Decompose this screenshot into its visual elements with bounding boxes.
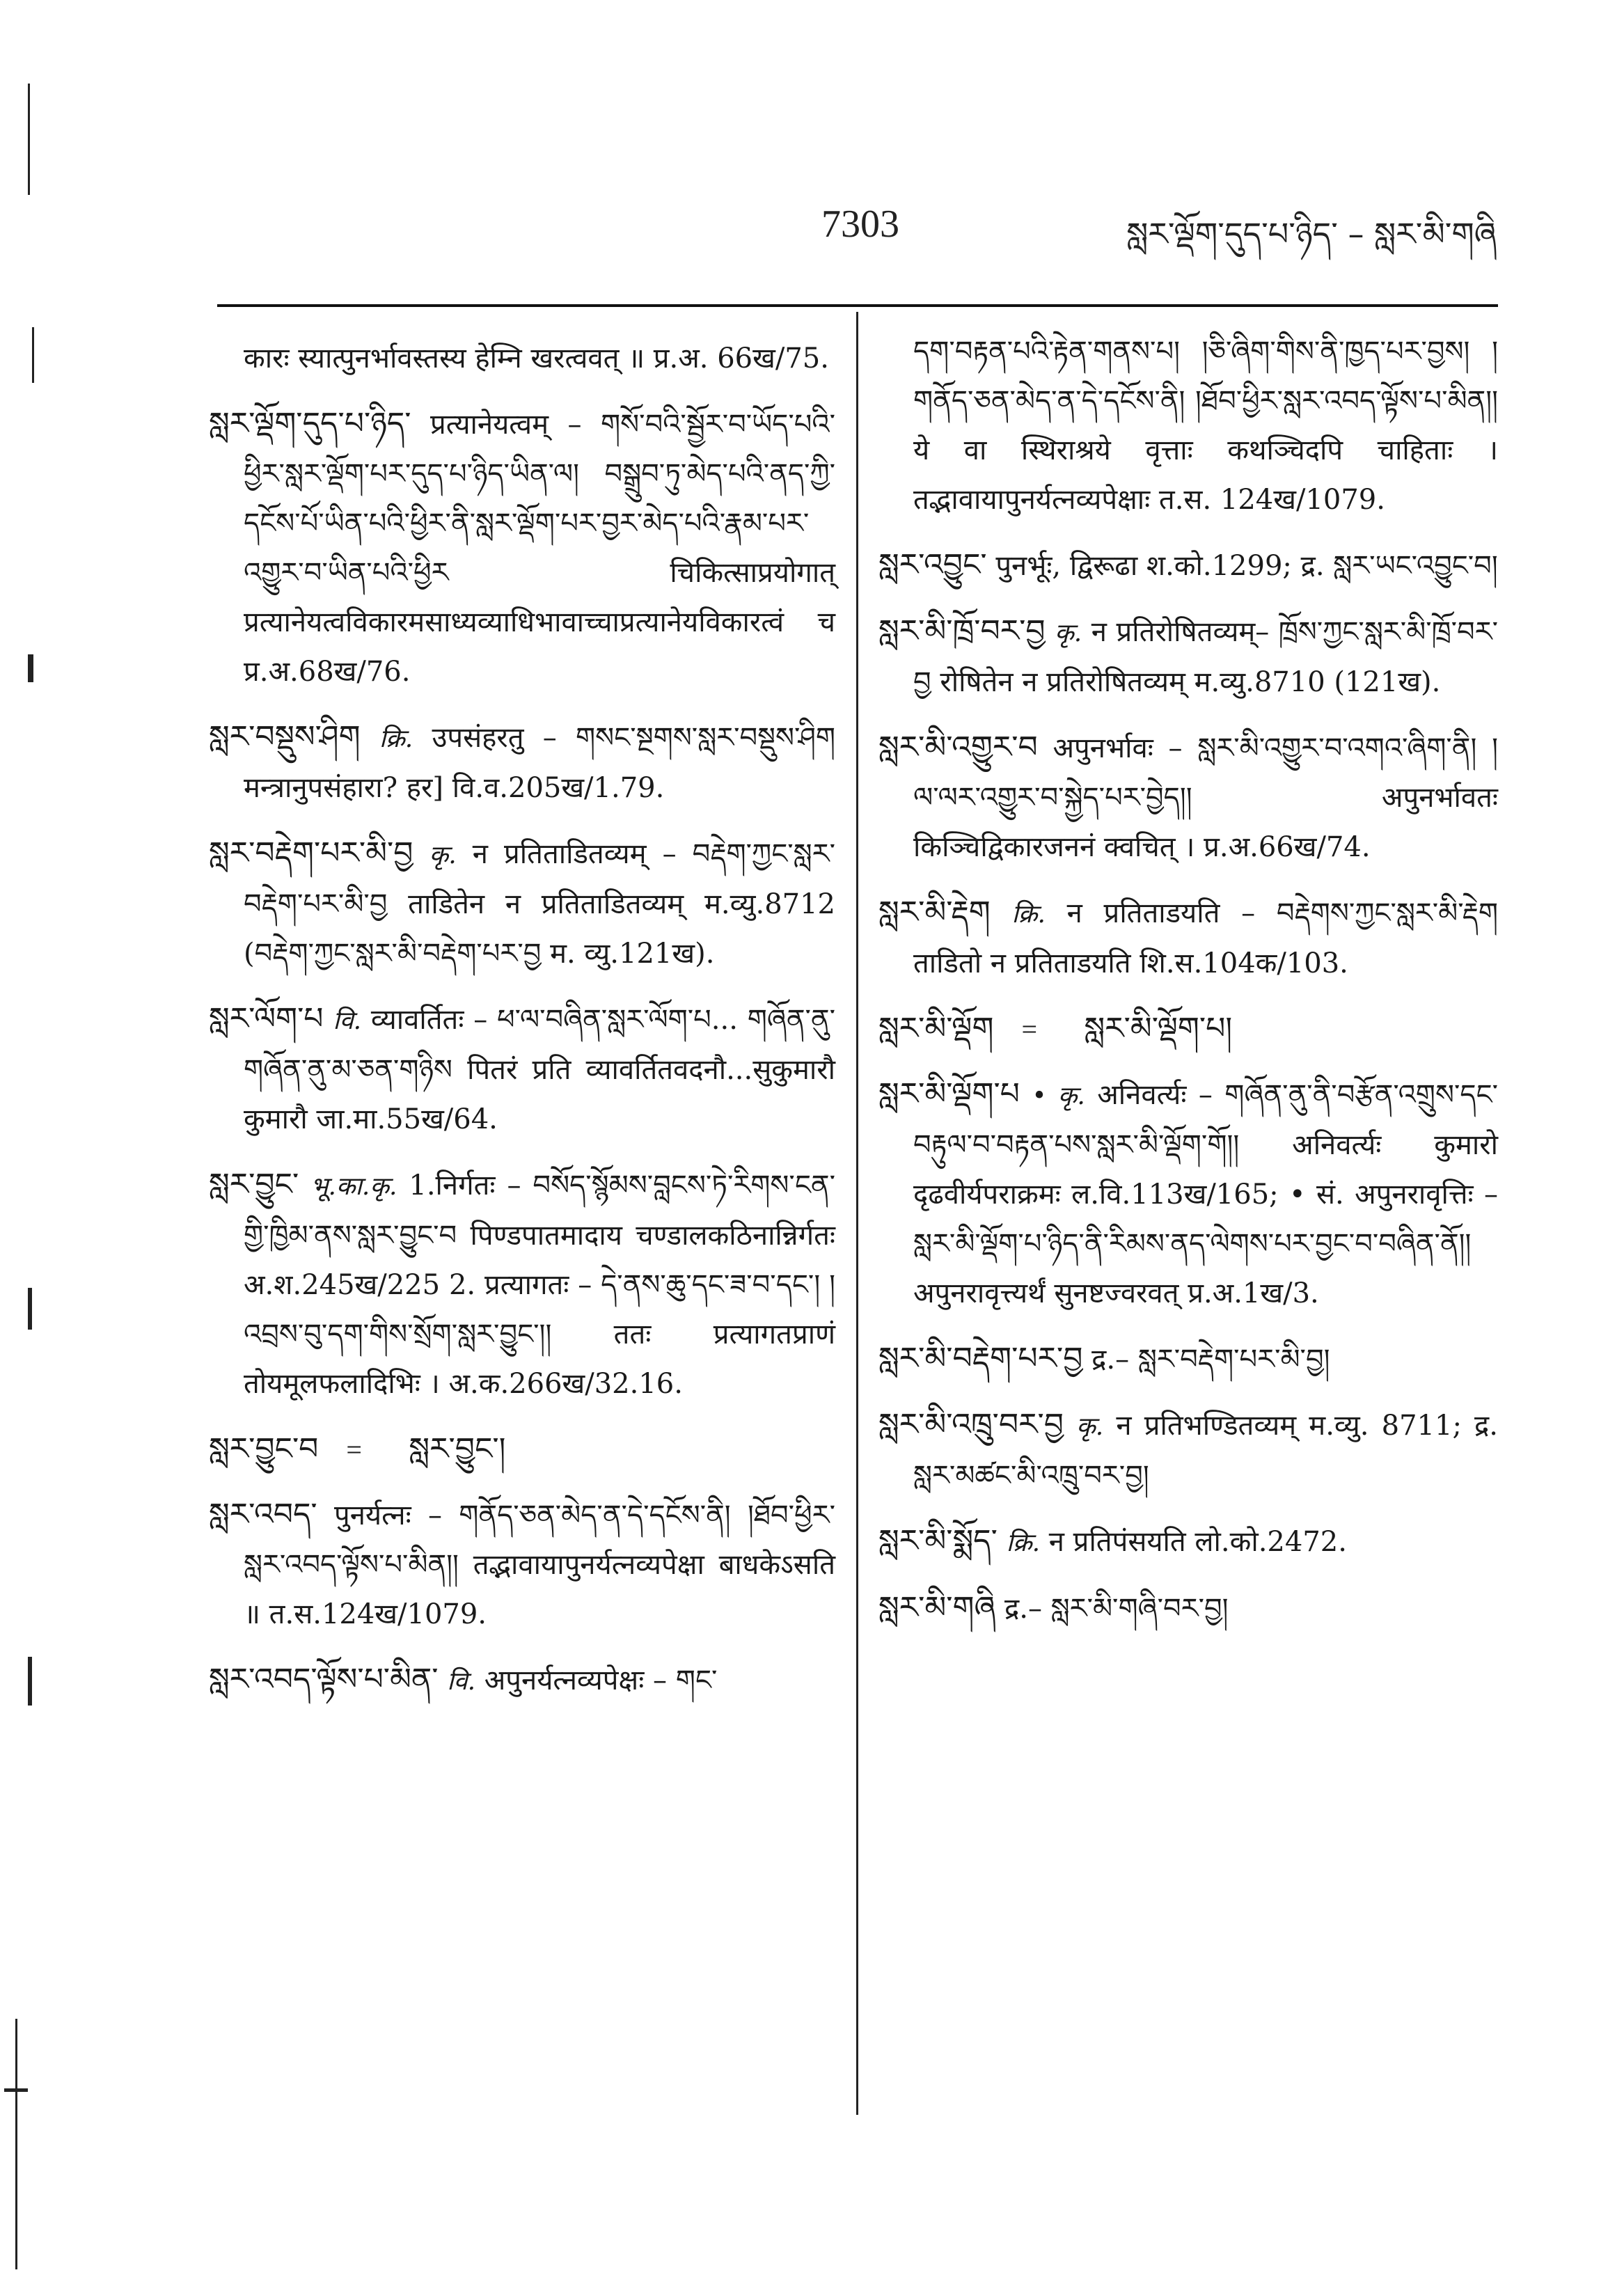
dictionary-entry — [209, 334, 835, 384]
dictionary-entry — [878, 1069, 1498, 1318]
scan-artifact — [28, 1657, 32, 1706]
entry-headword: སླར་འབད་ — [209, 1497, 317, 1532]
entry-text: प्रत्यानेयत्वम् – གསོ་བའི་སྦྱོར་བ་ཡོད་པའི་ཕྱིར་སླར་ལྡོག་པར་དུད་པ་ཉིད་ཡིན་ལ། བསྒྲུབ་ཏུ་མེད་པའི་ནད་ཀྱི་དངོས་པོ་ཡིན་པའི་ཕྱིར་ནི་སླར་ལྡོག་པར་བྱར་མེད་པའི་རྣམ་པར་འགྱུར་བ་ཡིན་པའི་ཕྱིར चिकित्साप्रयोगात् प्रत्यानेयत्वविकारमसाध्यव्याधिभावाच्चाप्रत्यानेयविकारत्वं च प्र.अ.68ख/76. — [244, 409, 835, 688]
dictionary-entry — [209, 1655, 835, 1706]
dictionary-entry — [878, 1583, 1498, 1634]
entry-headword: སླར་འབྱུང་ — [878, 547, 987, 583]
entry-headword: སླར་མི་སྨོད་ — [878, 1523, 998, 1559]
dictionary-entry — [878, 1516, 1498, 1568]
entry-text: अपुनर्यत्नव्यपेक्षः – གང་ — [484, 1664, 718, 1696]
dictionary-entry — [878, 1400, 1498, 1501]
dictionary-entry — [209, 828, 835, 979]
entry-grammar: कृ. — [1055, 619, 1082, 647]
cross-reference-entry: སླར་བྱུང་བ = སླར་བྱུང་། — [209, 1424, 835, 1474]
entry-grammar: कृ. — [1076, 1412, 1104, 1441]
entry-text: द्र.– སླར་མི་གཞི་བར་བྱ། — [1004, 1593, 1229, 1625]
cross-reference-entry: སླར་མི་ལྡོག = སླར་མི་ལྡོག་པ། — [878, 1004, 1498, 1054]
dictionary-entry — [209, 1490, 835, 1639]
entry-text: कारः स्यात्पुनर्भावस्तस्य हेम्नि खरत्ववत् ॥ प्र.अ. 66ख/75. — [244, 342, 829, 375]
dictionary-entry — [878, 327, 1498, 525]
dictionary-entry — [209, 712, 835, 813]
entry-headword: སླར་ལྡོག་དུད་པ་ཉིད་ — [209, 406, 411, 441]
entry-headword: སླར་ལོག་པ — [209, 1001, 324, 1037]
entry-grammar: क्रि. — [379, 725, 413, 753]
dictionary-entry — [878, 540, 1498, 591]
header-rule — [217, 304, 1498, 307]
entry-grammar: क्रि. — [1006, 1529, 1041, 1557]
entry-grammar: वि. — [447, 1667, 476, 1696]
entry-headword: སླར་མི་ཁྲོ་བར་བྱ — [878, 613, 1046, 649]
entry-text: पुनर्यत्नः – གནོད་ཅན་མེད་ན་དེ་དངོས་ནི། །ཐོབ་ཕྱིར་སླར་འབད་ལྟོས་པ་མིན།། तद्भावायापुनर्यत्नव्यपेक्षा बाधकेऽसति ॥ त.स.124ख/1079. — [244, 1499, 836, 1630]
entry-text: न प्रतिभण्डितव्यम् म.व्यु. 8711; द्र. སླར་མཚང་མི་འཁྲུ་བར་བྱ། — [913, 1410, 1499, 1492]
dictionary-entry — [878, 1334, 1498, 1385]
cross-reference-target: སླར་བྱུང་། — [409, 1431, 506, 1467]
scan-artifact — [28, 84, 30, 195]
entry-text: पुनर्भूः, द्विरूढा श.को.1299; द्र. སླར་ཡང་འབྱུང་བ། — [995, 550, 1498, 582]
dictionary-entry — [209, 994, 835, 1144]
entry-headword: སླར་བསྡུས་ཤིག — [209, 719, 361, 755]
left-column — [209, 334, 835, 1722]
entry-headword: སླར་མི་ལྡོག་པ — [878, 1076, 1020, 1112]
page-header — [223, 195, 1497, 251]
scan-artifact — [28, 1288, 32, 1330]
dictionary-entry — [209, 399, 835, 697]
entry-text: व्यावर्तितः – ཕ་ལ་བཞིན་སླར་ལོག་པ... གཞོན་ནུ་གཞོན་ནུ་མ་ཅན་གཉིས पितरं प्रति व्यावर्तितवदनौ...सुकुमारौ कुमारौ जा.मा.55ख/64. — [244, 1004, 836, 1135]
entry-headword: སླར་མི་ལྡོག — [878, 1011, 994, 1046]
entry-grammar: भू.का.कृ. — [310, 1172, 397, 1201]
column-divider — [856, 312, 858, 2115]
entry-text: न प्रतिरोषितव्यम्– ཁྲོས་ཀྱང་སླར་མི་ཁྲོ་བར་བྱ रोषितेन न प्रतिरोषितव्यम् म.व्यु.8710 (121ख). — [913, 616, 1498, 698]
entry-text: उपसंहरतु – གསང་སྔགས་སླར་བསྡུས་ཤིག मन्त्रानुपसंहारा? हर] वि.व.205ख/1.79. — [244, 722, 836, 804]
scan-artifact — [32, 327, 34, 383]
entry-headword: སླར་མི་འགྱུར་བ — [878, 730, 1038, 765]
entry-headword: སླར་མི་བརྡེག་པར་བྱ — [878, 1341, 1083, 1376]
dictionary-entry — [878, 606, 1498, 707]
entry-headword: སླར་བརྡེག་པར་མི་བྱ — [209, 835, 413, 871]
entry-grammar: कृ. — [429, 841, 457, 869]
cross-reference-target: སླར་མི་ལྡོག་པ། — [1084, 1011, 1233, 1046]
entry-text: དག་བརྟན་པའི་རྟེན་གནས་པ། །ཅི་ཞིག་གིས་ནི་ཁྱད་པར་བྱས། །གནོད་ཅན་མེད་ན་དེ་དངོས་ནི། །ཐོབ་ཕྱིར་སླར་འབད་ལྟོས་པ་མིན།། ये वा स्थिराश्रये वृत्ताः कथञ्चिदपि चाहिताः । तद्भावायापुनर्यत्नव्यपेक्षाः त.स. 124ख/1079. — [913, 336, 1498, 516]
entry-headword: སླར་མི་འཁྲུ་བར་བྱ — [878, 1407, 1064, 1442]
entry-text: अपुनर्भावः – སླར་མི་འགྱུར་བ་འགའ་ཞིག་ནི། །ལ་ལར་འགྱུར་བ་སྐྱེད་པར་བྱེད།། अपुनर्भावतः किञ्चिद्विकारजननं क्वचित् । प्र.अ.66ख/74. — [913, 732, 1498, 863]
dictionary-entry — [878, 888, 1498, 989]
entry-headword: སླར་བྱུང་བ — [209, 1431, 319, 1467]
entry-headword: སླར་མི་གཞི — [878, 1590, 996, 1625]
page-number: 7303 — [821, 203, 899, 246]
entry-text: न प्रतिपंसयति लो.को.2472. — [1048, 1526, 1347, 1558]
entry-headword: སླར་མི་རྡེག — [878, 895, 991, 930]
entry-grammar: वि. — [333, 1007, 362, 1035]
entry-grammar: क्रि. — [1011, 900, 1046, 929]
dictionary-entry — [878, 723, 1498, 872]
entry-grammar: • कृ. — [1032, 1082, 1085, 1110]
entry-headword: སླར་འབད་ལྟོས་པ་མིན་ — [209, 1662, 439, 1697]
entry-headword: སླར་བྱུང་ — [209, 1167, 299, 1202]
dictionary-entry — [209, 1160, 835, 1409]
right-column — [878, 327, 1498, 1649]
entry-text: न प्रतिताडितव्यम् – བརྡེག་ཀྱང་སླར་བརྡེག་པར་མི་བྱ ताडितेन न प्रतिताडितव्यम् म.व्यु.8712 (བརྡེག་ཀྱང་སླར་མི་བརྡེག་པར་བྱ म. व्यु.121ख). — [244, 838, 836, 970]
scan-artifact — [15, 2019, 17, 2269]
scan-artifact — [28, 654, 33, 682]
running-head: སླར་ལྡོག་དུད་པ་ཉིད་ – སླར་མི་གཞི — [1126, 215, 1497, 253]
entry-text: 1.निर्गतः – བསོད་སྙོམས་བླངས་ཏེ་རིགས་ངན་གྱི་ཁྱིམ་ནས་སླར་བྱུང་བ पिण्डपातमादाय चण्डालकठिनान्निर्गतः अ.श.245ख/225 2. प्रत्यागतः – དེ་ནས་ཆུ་དང་ཟ་བ་དང་། །འབྲས་བུ་དག་གིས་སྲོག་སླར་བྱུང་།། ततः प्रत्यागतप्राणं तोयमूलफलादिभिः । अ.क.266ख/32.16. — [244, 1169, 835, 1400]
entry-text: द्र.– སླར་བརྡེག་པར་མི་བྱ། — [1091, 1344, 1330, 1376]
entry-text: न प्रतिताडयति – བརྡེགས་ཀྱང་སླར་མི་རྡེག ताडितो न प्रतिताडयति शि.स.104क/103. — [913, 897, 1498, 979]
entry-text: अनिवर्त्यः – གཞོན་ནུ་ནི་བརྩོན་འགྲུས་དང་བརྟུལ་བ་བརྟན་པས་སླར་མི་ལྡོག་གོ།། अनिवर्त्यः कुमारो दृढवीर्यपराक्रमः ल.वि.113ख/165; • सं. अपुनरावृत्तिः – སླར་མི་ལྡོག་པ་ཉིད་ནི་རིམས་ནད་ལེགས་པར་བྱང་བ་བཞིན་ནོ།། अपुनरावृत्त्यर्थं सुनष्टज्वरवत् प्र.अ.1ख/3. — [913, 1079, 1499, 1309]
